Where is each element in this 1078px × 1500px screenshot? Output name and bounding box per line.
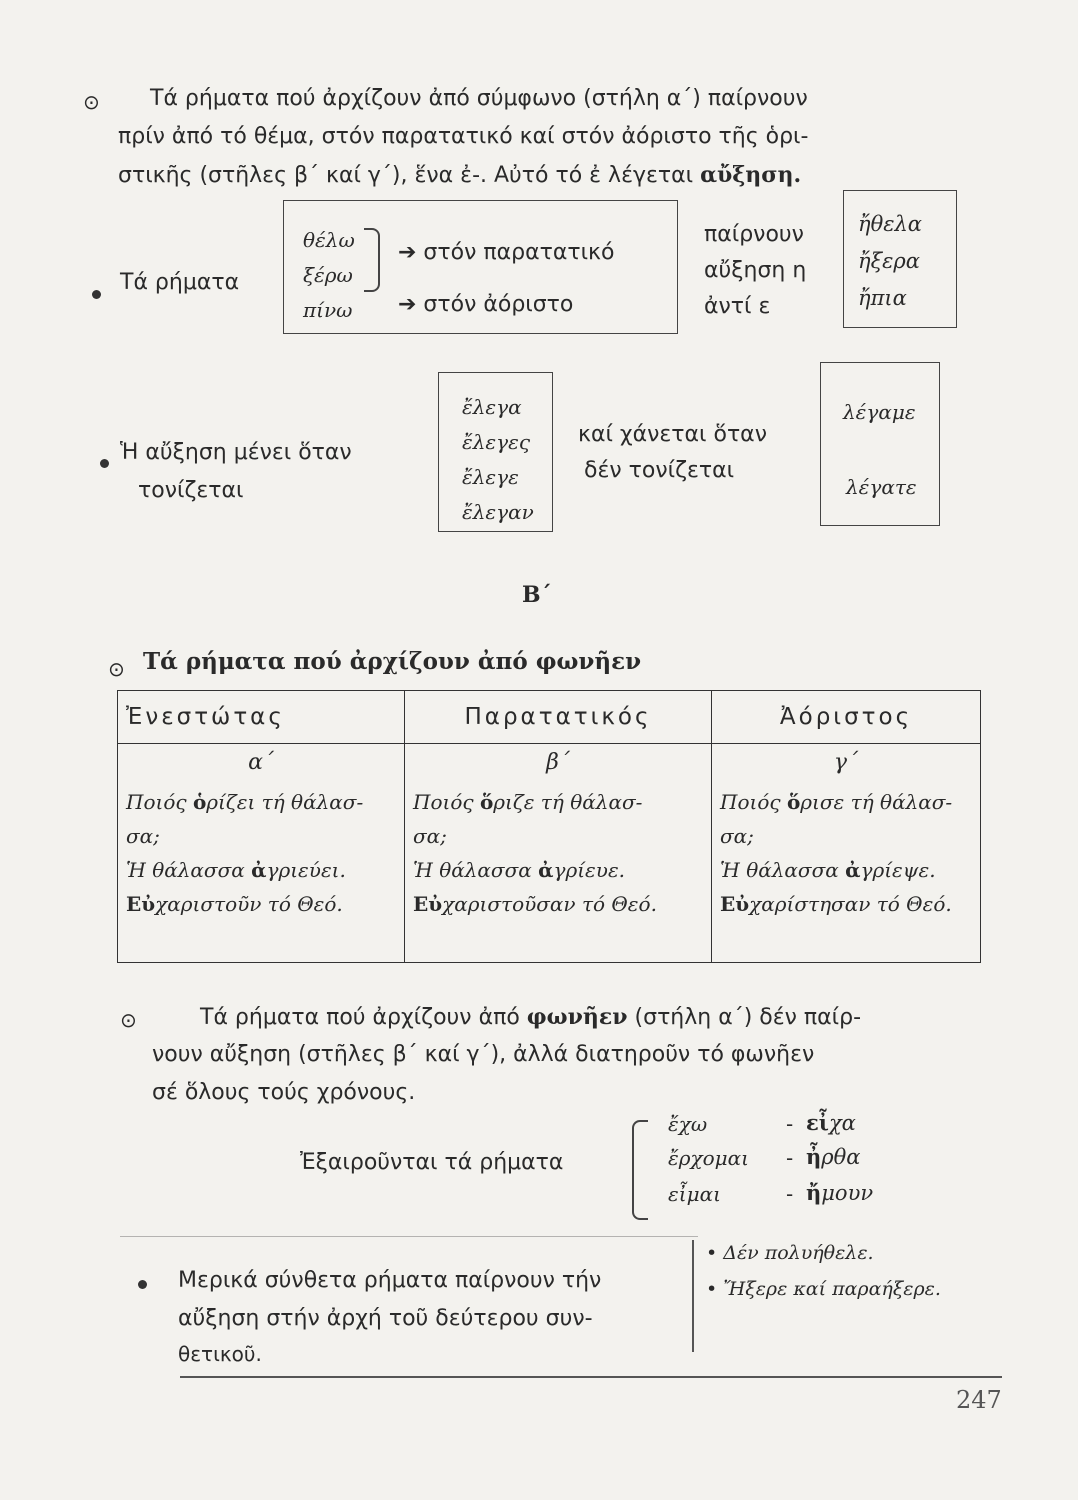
stressed-form-4: ἔλεγαν (462, 500, 534, 524)
exception-past-3: ἤμουν (806, 1180, 874, 1205)
exception-present-2: ἔρχομαι (668, 1146, 749, 1170)
augment-term: αὔξηση. (700, 162, 802, 188)
page-number: 247 (956, 1386, 1002, 1414)
circle-dot-icon: ⊙ (120, 1008, 137, 1032)
unstressed-forms-box (820, 362, 940, 526)
intro-line-2: πρίν ἀπό τό θέμα, στόν παρατατικό καί στόν ἀόριστο τῆς ὁρι- (118, 124, 809, 149)
eta-result-3: ἤπια (858, 286, 907, 310)
eta-rule-3: ἀντί ε (704, 294, 771, 319)
section-heading: Τά ρήματα πού ἀρχίζουν ἀπό φωνῆεν (143, 648, 642, 675)
section-letter: Β΄ (522, 582, 552, 608)
eta-verb-2: ξέρω (303, 263, 353, 287)
eta-result-1: ἤθελα (858, 212, 922, 236)
cell-line: σα; (720, 824, 754, 848)
cell-line: Ποιός ὁρίζει τή θάλασ- (126, 790, 364, 814)
stays-label-2: τονίζεται (138, 478, 244, 503)
exception-dash: - (786, 1182, 794, 1206)
compound-line-3: θετικοῦ. (178, 1342, 262, 1366)
table-row (118, 744, 981, 963)
vertical-divider (692, 1240, 694, 1352)
cell-line: Ποιός ὅριζε τή θάλασ- (413, 790, 643, 814)
cell-line: Εὐχαριστοῦσαν τό Θεό. (413, 892, 657, 916)
col-header-imperfect: Παρατατικός (405, 691, 712, 744)
circle-dot-icon: ⊙ (83, 90, 100, 114)
top-divider (120, 1236, 698, 1237)
bullet-icon (138, 1280, 147, 1289)
intro-line-1: Τά ρήματα πού ἀρχίζουν ἀπό σύμφωνο (στήλη α΄) παίρνουν (150, 86, 808, 111)
eta-arrow-imperfect: ➔ στόν παρατατικό (398, 240, 615, 265)
vowel-rule-line-2: νουν αὔξηση (στῆλες β΄ καί γ΄), ἀλλά διατηροῦν τό φωνῆεν (152, 1042, 815, 1067)
unstressed-form-2: λέγατε (846, 475, 917, 499)
compound-line-1: Μερικά σύνθετα ρήματα παίρνουν τήν (178, 1268, 602, 1293)
intro-line-3-text: στικῆς (στῆλες β΄ καί γ΄), ἕνα ἐ-. Αὐτό τό ἐ λέγεται (118, 163, 701, 188)
eta-label: Τά ρήματα (120, 270, 240, 295)
subheader-imperfect: β΄ (546, 750, 570, 775)
stays-label-1: Ἡ αὔξηση μένει ὅταν (120, 440, 352, 465)
eta-rule-2: αὔξηση η (704, 258, 807, 283)
eta-rule-1: παίρνουν (704, 222, 804, 247)
cell-line: σα; (413, 824, 447, 848)
col-header-aorist: Ἀόριστος (712, 691, 981, 744)
exception-present-1: ἔχω (668, 1112, 708, 1136)
exceptions-label: Ἐξαιροῦνται τά ρήματα (300, 1150, 564, 1175)
conjugation-table (117, 690, 981, 963)
cell-line: Ἡ θάλασσα ἀγριεύει. (126, 858, 346, 882)
exceptions-brace (632, 1120, 648, 1220)
col-header-present: Ἐνεστώτας (118, 691, 405, 744)
subheader-aorist: γ΄ (833, 750, 859, 775)
stressed-form-2: ἔλεγες (462, 430, 531, 454)
eta-brace (364, 228, 380, 292)
cell-aorist (712, 744, 981, 963)
vowel-rule-line-3: σέ ὅλους τούς χρόνους. (152, 1080, 416, 1105)
cell-line: Ἡ θάλασσα ἀγρίευε. (413, 858, 626, 882)
stressed-form-3: ἔλεγε (462, 465, 519, 489)
compound-example-1: • Δέν πολυήθελε. (706, 1242, 874, 1264)
eta-verb-1: θέλω (303, 228, 355, 252)
eta-verb-3: πίνω (303, 298, 353, 322)
exception-dash: - (786, 1112, 794, 1136)
exception-dash: - (786, 1146, 794, 1170)
intro-line-3 (118, 156, 801, 195)
cell-line: Ἡ θάλασσα ἀγρίεψε. (720, 858, 936, 882)
lost-condition-2: δέν τονίζεται (584, 458, 735, 483)
circle-dot-icon: ⊙ (108, 657, 125, 681)
cell-line: σα; (126, 824, 160, 848)
bullet-icon (100, 459, 109, 468)
bottom-rule (180, 1376, 1002, 1378)
unstressed-form-1: λέγαμε (843, 400, 916, 424)
eta-result-2: ἤξερα (858, 249, 920, 273)
lost-condition-1: καί χάνεται ὅταν (578, 422, 767, 447)
cell-line: Εὐχαρίστησαν τό Θεό. (720, 892, 952, 916)
vowel-rule-line-1: Τά ρήματα πού ἀρχίζουν ἀπό φωνῆεν (στήλη α΄) δέν παίρ- (200, 1004, 862, 1030)
cell-imperfect (405, 744, 712, 963)
cell-present (118, 744, 405, 963)
cell-line: Εὐχαριστοῦν τό Θεό. (126, 892, 343, 916)
stressed-form-1: ἔλεγα (462, 395, 522, 419)
exception-past-2: ἦρθα (806, 1144, 861, 1169)
bullet-icon (92, 290, 101, 299)
table-header-row (118, 691, 981, 744)
subheader-present: α΄ (248, 750, 274, 775)
eta-arrow-aorist: ➔ στόν ἀόριστο (398, 292, 574, 317)
compound-example-2: • Ἤξερε καί παραήξερε. (706, 1278, 941, 1300)
cell-line: Ποιός ὅρισε τή θάλασ- (720, 790, 953, 814)
exception-past-1: εἶχα (806, 1110, 856, 1135)
exception-present-3: εἶμαι (668, 1182, 721, 1206)
compound-line-2: αὔξηση στήν ἀρχή τοῦ δεύτερου συν- (178, 1306, 593, 1331)
